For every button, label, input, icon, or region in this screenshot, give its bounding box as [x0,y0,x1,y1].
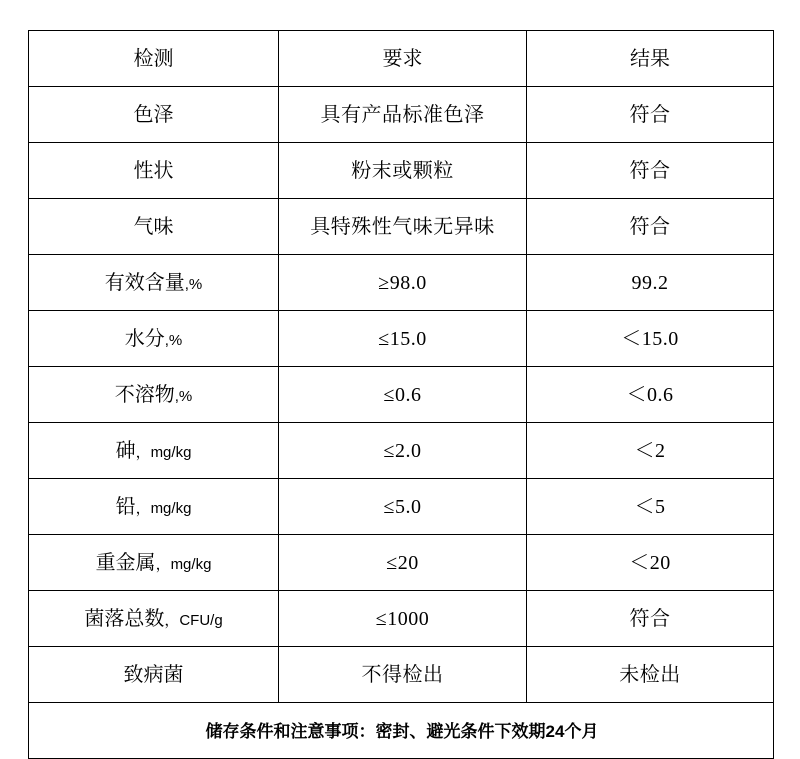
storage-note-cell [29,703,774,759]
cell-requirement-label: ≥98.0 [378,271,427,294]
storage-note-text: 储存条件和注意事项：密封、避光条件下效期24个月 [205,721,599,741]
cell-item-label: 气味 [133,215,174,238]
table-row [29,591,774,647]
cell-item [29,311,279,367]
column-header-requirement [279,31,527,87]
cell-requirement-label: ≤0.6 [383,383,422,406]
column-header-result-label: 结果 [630,47,670,70]
cell-item [29,647,279,703]
specification-table [28,30,774,759]
table-row [29,535,774,591]
cell-item [29,255,279,311]
table-row [29,199,774,255]
table-row [29,255,774,311]
cell-requirement-label: ≤2.0 [383,439,422,462]
column-header-item [29,31,279,87]
cell-result-label: ＜5 [634,495,666,518]
cell-requirement [279,647,527,703]
table-row [29,647,774,703]
cell-requirement-label: ≤1000 [375,607,430,630]
cell-item-unit: ，CFU/g [164,611,223,629]
cell-result [527,535,774,591]
cell-result [527,367,774,423]
column-header-item-label: 检测 [133,47,174,70]
table-row [29,479,774,535]
table-row [29,87,774,143]
cell-result-label: 符合 [629,103,671,126]
cell-requirement-label: 具特殊性气味无异味 [310,215,495,238]
table-footer-row [29,703,774,759]
cell-result-label: ＜20 [629,551,671,574]
cell-result-label: 符合 [629,215,671,238]
cell-requirement [279,535,527,591]
column-header-result [527,31,774,87]
cell-requirement [279,591,527,647]
cell-item [29,87,279,143]
cell-requirement-label: ≤15.0 [378,327,427,350]
cell-requirement [279,479,527,535]
cell-result [527,479,774,535]
cell-requirement [279,367,527,423]
cell-item-label: 性状 [133,159,174,182]
cell-result-label: 未检出 [619,663,681,686]
cell-requirement-label: ≤20 [386,551,419,574]
table-row [29,311,774,367]
cell-item-unit: ，mg/kg [135,499,192,517]
cell-item-label: 菌落总数 [84,607,165,630]
cell-item-unit: ,% [164,331,183,349]
cell-item [29,143,279,199]
cell-item-unit: ,% [174,387,193,405]
cell-requirement [279,423,527,479]
cell-result [527,647,774,703]
cell-result-label: 99.2 [631,271,669,294]
cell-result-label: 符合 [629,159,671,182]
table-header-row [29,31,774,87]
cell-result [527,143,774,199]
cell-result-label: ＜15.0 [621,327,679,350]
cell-requirement [279,255,527,311]
cell-result-label: ＜2 [634,439,666,462]
cell-requirement [279,199,527,255]
cell-item-label: 不溶物 [114,383,175,406]
table-row [29,143,774,199]
cell-item [29,423,279,479]
cell-requirement [279,143,527,199]
cell-result [527,255,774,311]
cell-item-label: 有效含量 [104,271,185,294]
cell-item-label: 色泽 [133,103,174,126]
cell-requirement-label: 不得检出 [361,663,444,686]
cell-item [29,535,279,591]
cell-requirement [279,311,527,367]
cell-item [29,479,279,535]
cell-item [29,199,279,255]
cell-result [527,311,774,367]
cell-requirement [279,87,527,143]
cell-item-unit: ,% [184,275,203,293]
cell-requirement-label: 具有产品标准色泽 [320,103,485,126]
cell-result-label: ＜0.6 [626,383,674,406]
cell-result [527,199,774,255]
cell-result [527,591,774,647]
column-header-requirement-label: 要求 [382,47,423,70]
cell-item-label: 铅 [115,495,136,518]
table-row [29,367,774,423]
cell-result [527,87,774,143]
cell-result-label: 符合 [629,607,671,630]
cell-requirement-label: 粉末或颗粒 [351,159,454,182]
cell-item-label: 重金属 [95,551,156,574]
cell-item-label: 水分 [124,327,165,350]
cell-item [29,367,279,423]
cell-item-unit: ，mg/kg [155,555,212,573]
spec-table-container [28,30,773,759]
cell-result [527,423,774,479]
cell-item-unit: ，mg/kg [135,443,192,461]
cell-item-label: 致病菌 [123,663,184,686]
cell-item [29,591,279,647]
cell-requirement-label: ≤5.0 [383,495,422,518]
cell-item-label: 砷 [115,439,136,462]
table-row [29,423,774,479]
